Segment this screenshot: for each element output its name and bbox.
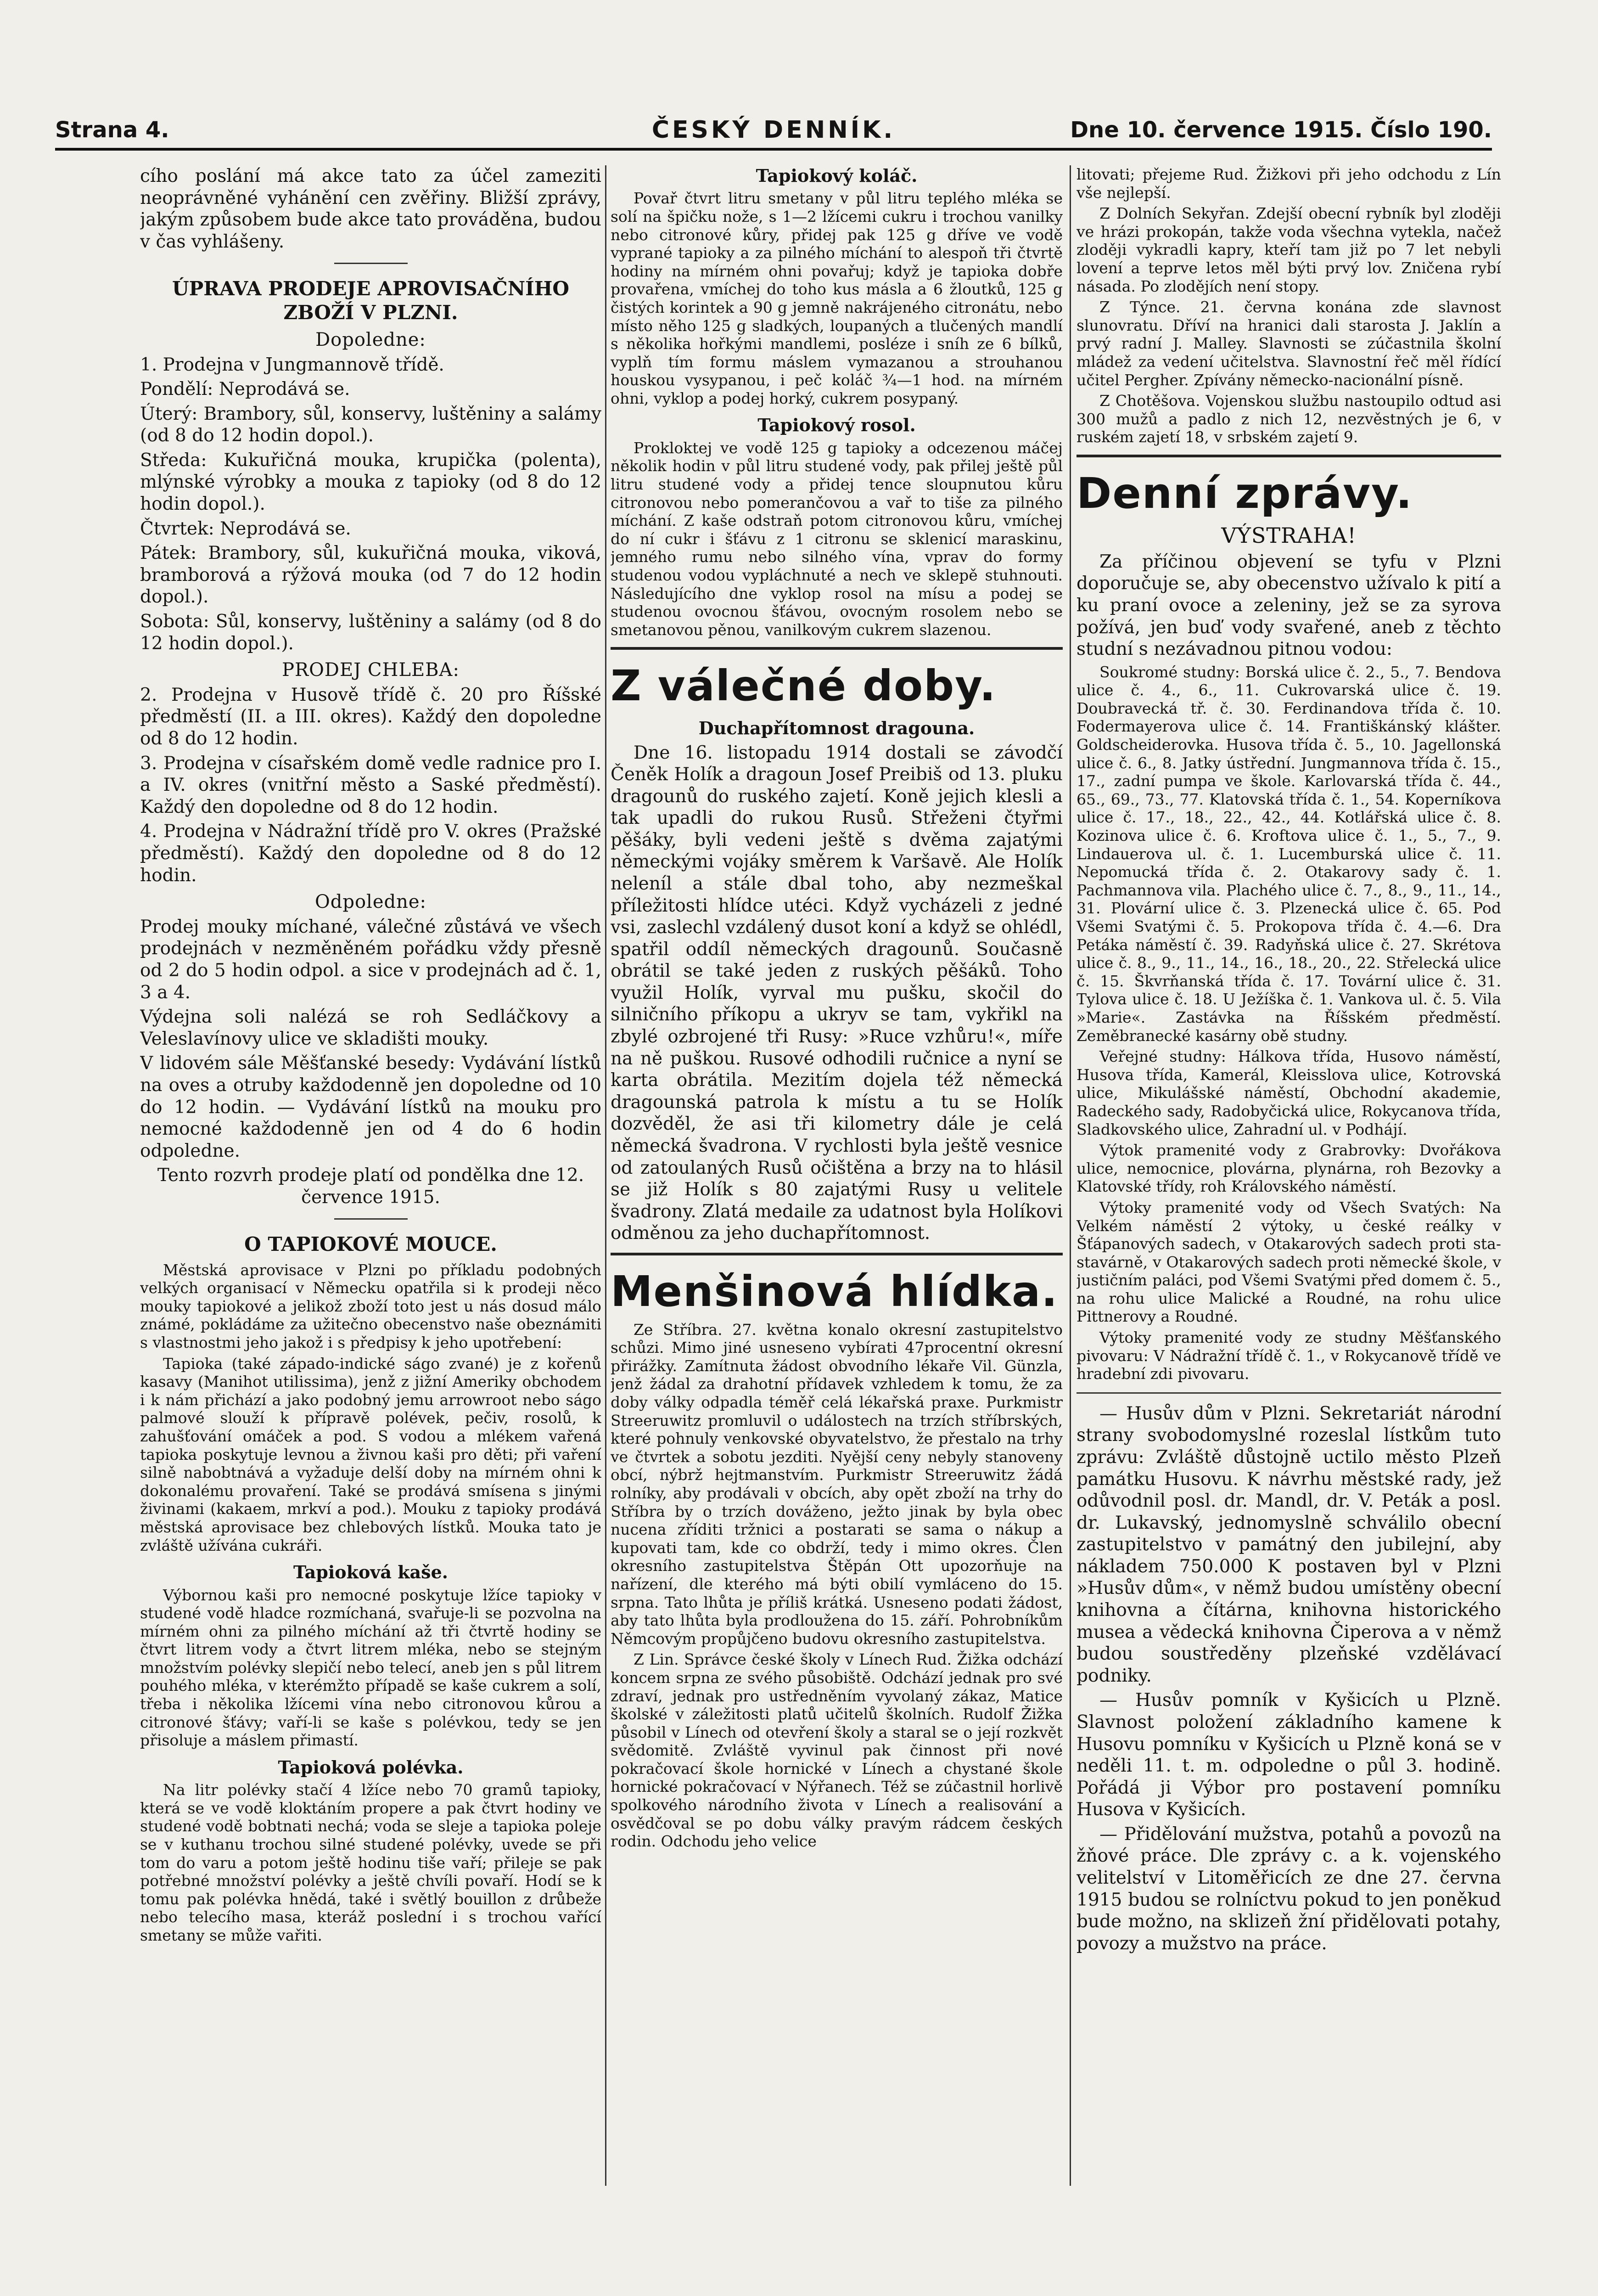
list-item: Výdejna soli nalézá se roh Sedláčkovy a Veleslavínovy ulice ve skladišti mouky.	[140, 1007, 601, 1049]
column-divider	[605, 165, 606, 2186]
paragraph: Povař čtvrt litru smetany v půl litru teplého mléka se solí na špičku nože, s 1—2 lžícemi cukru i trochou vanilky nebo citronové kůry, přidej pak 125 g dříve ve vodě vyprané tapioky a za pilného míchání to alespoň tři čtvrtě hodiny na mírném ohni povařuj; když je tapioka dobře provařena, vmíchej do toho kus másla a 6 žloutků, 125 g čistých korintek a 90 g jemně nakrájeného citronátu, nebo místo něho 125 g sladkých, loupaných a tlučených mandlí s několika hořkými mandlemi, posléze i sníh ze 6 bílků, vyplň tím formu máslem vymazanou a strouhanou houskou vysypanou, i peč koláč ¾—1 hod. na mírném ohni, vyklop a podej horký, cukrem posypaný.	[611, 189, 1063, 407]
header-rule	[55, 148, 1492, 151]
section-title: Z válečné doby.	[611, 661, 997, 711]
column-divider	[1070, 165, 1071, 2186]
list-item: Čtvrtek: Neprodává se.	[140, 518, 351, 539]
list-item: 2. Prodejna v Husově třídě č. 20 pro Říšské předměstí (II. a III. okres). Každý den dopoledne od 8 do 12 hodin.	[140, 684, 601, 749]
paragraph: — Husův dům v Plzni. Sekretariát národní strany svobodomyslné rozeslal lístkům tuto zprávu: Zvláště důstojně uctilo město Plzeň památku Husovu. K návrhu městské rady, jež odůvodnil posl. dr. Mandl, dr. V. Peták a posl. dr. Lukavský, jednomyslně schválilo obecní zastupitelstvo v památný den jubilejní, aby nákladem 750.000 K postaven byl v Plzni »Husův dům«, v němž budou umístěny obecní knihovna a čítárna, knihovna historického musea a vědecká knihovna Čiperova a v němž budou soustředěny plzeňské vzdělávací podniky.	[1077, 1403, 1501, 1686]
paragraph: Z Týnce. 21. června konána zde slavnost slunovratu. Dříví na hranici dali starosta J. Jaklín a prvý radní J. Malley. Slavnosti se zúčastnila školní mládež za vedení učitelstva. Slavnostní řeč měl řídící učitel Pergher. Zpívány německo-nacionální písně.	[1077, 298, 1501, 389]
column-3	[1077, 165, 1501, 2186]
paragraph: Z Lin. Správce české školy v Línech Rud. Žižka odchází koncem srpna ze svého působiště. Odchází jednak pro své zdraví, jednak pro ustředněním vyvolaný zákaz, Matice školské v záležitosti platů učitelů školních. Rudolf Žižka působil v Línech od otevření školy a staral se o její rozkvět svědomitě. Zvláště vyvinul pak činnost při nové pokračovací škole hornické v Línech a chystané škole hornické pokračovací v Nýřanech. Též se zúčastnil horlivě spolkového národního života v Línech a realisování a osvědčoval se po dobu války pravým rádcem českých rodin. Odchodu jeho velice	[611, 1650, 1063, 1851]
section-title: Denní zprávy.	[1077, 468, 1413, 518]
divider	[334, 1218, 408, 1220]
recipe-heading: Tapiokový rosol.	[757, 415, 916, 436]
list-item: Úterý: Brambory, sůl, konservy, luštěniny a salámy (od 8 do 12 hodin dopol.).	[140, 403, 601, 446]
recipe-heading: Tapiokový koláč.	[756, 165, 918, 186]
paragraph: Soukromé studny: Borská ulice č. 2., 5., 7. Bendova ulice č. 4., 6., 11. Cukrovarská ulice č. 19. Doubravecká tř. č. 30. Ferdinandova třída č. 10. Fodermayerova ulice č. 14. Františkánský klášter. Goldscheiderovka. Husova třída č. 5., 10. Jagellonská ulice č. 6., 8. Jatky ústřední. Jungmannova třída č. 15., 17., zadní pumpa ve škole. Karlovarská třída č. 44., 65., 69., 73., 77. Klatovská třída č. 1., 54. Koperníkova ulice č. 17., 18., 22., 42., 44. Kotlářská ulice č. 8. Kozinova ulice č. 6. Kroftova ulice č. 1., 5., 7., 9. Lindauerova ul. č. 1. Lucemburská ulice č. 11. Nepomucká třída č. 2. Otakarovy sady č. 1. Pachmannova vila. Plachého ulice č. 7., 8., 9., 11., 14., 31. Plovární ulice č. 3. Plzenecká ulice č. 65. Pod Všemi Svatými č. 5. Prokopova třída č. 4.—6. Dra Petáka náměstí č. 39. Radyňská ulice č. 27. Skrétova ulice č. 8., 9., 11., 14., 16., 18., 20., 22. Střelecká ulice č. 15. Škvrňanská třída č. 17. Tovární ulice č. 31. Tylova ulice č. 18. U Ježíška č. 1. Vankova ul. č. 5. Vila »Marie«. Zastávka na Říšském předměstí. Zeměbranecké kasárny obě studny.	[1077, 663, 1501, 1045]
section-subheading: PRODEJ CHLEBA:	[282, 659, 460, 681]
paragraph: Ze Stříbra. 27. května konalo okresní zastupitelstvo schůzi. Mimo jiné usneseno vybírati 47procentní okresní přirážky. Zamítnuta žádost obvodního lékaře Vil. Günzla, jenž žádal za drahotní přídavek vzhledem k tomu, že za doby války odpadla téměř celá lékařská praxe. Purkmistr Streeruwitz promluvil o událostech na trzích stříbrských, které pohnuly venkovské obyvatelstvo, že přestalo na trhy ve čtvrtek a sobotu jezditi. Nyější ceny nebyly stanoveny obcí, nýbrž hejtmanstvím. Purkmistr Streeruwitz žádá rolníky, aby prodávali v obcích, aby opět zboží na trhy do Stříbra by o trzích dováženo, ježto jinak by byla obec nucena zříditi tržnici a postarati se sama o nákup a kupovati tam, kde co obdrží, tedy i mimo okres. Člen okresního zastupitelstva Štěpán Ott upozorňuje na nařízení, dle kterého má býti obilí vymláceno do 15. srpna. Tato lhůta je příliš krátká. Usneseno podati žádost, aby tato lhůta byla prodloužena do 15. září. Pohrobníkům Němcovým propůjčeno budovu okresního zastupitelstva.	[611, 1320, 1063, 1648]
page-number: Strana 4.	[55, 117, 169, 143]
list-item: 1. Prodejna v Jungmannově třídě.	[140, 354, 444, 375]
page-header	[55, 114, 1492, 146]
list-item: Pondělí: Neprodává se.	[140, 379, 350, 400]
divider	[1077, 1392, 1501, 1394]
section-rule	[611, 1253, 1063, 1255]
paragraph: — Husův pomník v Kyšicích u Plzně. Slavnost položení základního kamene k Husovu pomníku v Kyšicích u Plzně koná se v neděli 11. t. m. odpoledne o půl 3. hodině. Pořádá ji Výbor pro postavení pomníku Husova v Kyšicích.	[1077, 1690, 1501, 1820]
recipe-heading: Tapioková polévka.	[278, 1756, 464, 1778]
warning-heading: VÝSTRAHA!	[1221, 523, 1357, 548]
section-title: Menšinová hlídka.	[611, 1266, 1059, 1316]
paragraph: Výtoky pramenité vody od Všech Svatých: Na Velkém náměstí 2 výtoky, u české reálky v Šťápanových sadech, v Otakarových sadech proti sta-stavárně, v Otakarových sadech proti německé škole, v justičním paláci, pod Všemi Svatými před domem č. 5., na rohu ulice Malické a Roudné, na rohu ulice Pittnerovy a Roudné.	[1077, 1198, 1501, 1326]
newspaper-title: ČESKÝ DENNÍK.	[651, 116, 896, 144]
list-item: 3. Prodejna v císařském domě vedle radnice pro I. a IV. okres (vnitřní město a Saské předměstí). Každý den dopoledne od 8 do 12 hodin.	[140, 753, 601, 817]
section-subheading: Dopoledne:	[315, 329, 426, 350]
paragraph: Výtok pramenité vody z Grabrovky: Dvořákova ulice, nemocnice, plovárna, plynárna, roh Bezovky a Klatovské třídy, roh Královského náměstí.	[1077, 1141, 1501, 1196]
section-subheading: Odpoledne:	[314, 891, 427, 913]
recipe-heading: Tapioková kaše.	[293, 1562, 448, 1583]
article-continuation: cího poslání má akce tato za účel zameziti neoprávněné vyhánění cen zvěřiny. Bližší zprávy, jakým způsobem bude akce tato prováděna, budou v čas vyhlášeny.	[140, 166, 601, 252]
list-item: Prodej mouky míchané, válečné zůstává ve všech prodejnách v nezměněném pořádku vždy přesně od 2 do 5 hodin odpol. a sice v prodejnách ad č. 1, 3 a 4.	[140, 916, 601, 1003]
paragraph: Výtoky pramenité vody ze studny Měšťanského pivovaru: V Nádražní třídě č. 1., v Rokycanově třídě ve hradební zdi pivovaru.	[1077, 1328, 1501, 1383]
paragraph: Z Chotěšova. Vojenskou službu nastoupilo odtud asi 300 mužů a padlo z nich 12, nezvěstných je 6, v ruském zajetí 18, v srbském zajetí 9.	[1077, 392, 1501, 446]
paragraph: — Přidělování mužstva, potahů a povozů na žňové práce. Dle zprávy c. a k. vojenského velitelství v Litoměřicích ze dne 27. června 1915 budou se rolníctvu pokud to jen poněkud bude možno, na sklizeň žní přidělovati potahy, povozy a mužstvo na práce.	[1077, 1823, 1501, 1954]
article-heading: Duchapřítomnost dragouna.	[698, 718, 975, 739]
list-item: Sobota: Sůl, konservy, luštěniny a salámy (od 8 do 12 hodin dopol.).	[140, 611, 601, 654]
paragraph: Výbornou kaši pro nemocné poskytuje lžíce tapioky v studené vodě hladce rozmíchaná, svařuje-li se pozvolna na mírném ohni za pilného míchání až tři čtvrtě hodiny se čtvrt litrem vody a čtvrt litrem mléka, nebo se stejným množstvím polévky slepičí nebo telecí, aneb jen s půl litrem pouhého mléka, v kterémžto případě se kaše cukrem a solí, třeba i několika lžícemi vína nebo citronovou kůrou a citronové šťávy; vaří-li se kaše s polévkou, tedy se jen přisoluje a máslem přimastí.	[140, 1586, 601, 1750]
list-item: Pátek: Brambory, sůl, kukuřičná mouka, viková, bramborová a rýžová mouka (od 7 do 12 hodin dopol.).	[140, 543, 601, 608]
list-item: 4. Prodejna v Nádražní třídě pro V. okres (Pražské předměstí). Každý den dopoledne od 8 do 12 hodin.	[140, 821, 601, 886]
column-1	[140, 165, 601, 2186]
issue-date-number: Dne 10. července 1915. Číslo 190.	[1070, 117, 1492, 143]
column-2	[611, 165, 1063, 2186]
paragraph: Veřejné studny: Hálkova třída, Husovo náměstí, Husova třída, Kamerál, Kleisslova ulice, Kotrovská ulice, Mikulášské náměstí, Obchodní akademie, Radeckého sady, Radobyčická ulice, Rokycanova třída, Sladkovského ulice, Zahradní ul. v Podhájí.	[1077, 1047, 1501, 1138]
divider	[334, 263, 408, 264]
list-item: Středa: Kukuřičná mouka, krupička (polenta), mlýnské výrobky a mouka z tapioky (od 8 do 12 hodin dopol.).	[140, 450, 601, 515]
paragraph: Z Dolních Sekyřan. Zdejší obecní rybník byl zloději ve hrázi prokopán, takže voda všechna vytekla, načež zloději vykradli kapry, kteří tam již po 7 let nebyli lovení a teprve letos měl býti prvý lov. Zničena rybí násada. Po zlodějích není stopy.	[1077, 204, 1501, 295]
paragraph: Tapioka (také západo-indické ságo zvané) je z kořenů kasavy (Manihot utilissima), jenž z jižní Ameriky obchodem i k nám přichází a jako podobný jemu arrowroot nebo ságo palmové slouží k přípravě polévek, pečiv, rosolů, k zahušťování omáček a pod. S vodou a mlékem vařená tapioka poskytuje levnou a živnou kaši pro děti; při vaření silně nabobtnává a vyžaduje delší doby na mírném ohni k dokonalému provaření. Také se prodává smísena s jinými živinami (kakaem, mrkví a pod.). Mouku z tapioky prodává městská aprovisace bez chlebových lístků. Mouka tato je zvláště užívána cukráři.	[140, 1354, 601, 1554]
paragraph: Dne 16. listopadu 1914 dostali se závodčí Čeněk Holík a dragoun Josef Preibiš od 13. pluku dragounů do ruského zajetí. Koně jejich klesli a tak upadli do rukou Rusů. Střeženi čtyřmi pěšáky, byli vedeni ještě s dvěma zajatými německými vojáky směrem k Varšavě. Ale Holík neleníl a stále dbal toho, aby nezmeškal příležitosti hlídce utéci. Když vycházeli z jedné vsi, zaslechl vzdálený dusot koní a když se ohlédl, spatřil oddíl německých dragounů. Současně obrátil se také jeden z ruských pěšáků. Toho využil Holík, vyrval mu pušku, skočil do silničního příkopu a ukryv se tam, vykřikl na zbylé ozbrojené tři Rusy: »Ruce vzhůru!«, míře na ně puškou. Rusové odhodili ručnice a nyní se karta obrátila. Mezitím dojela též německá dragounská patrola k místu a tu se Holík dozvěděl, že asi tři kilometry dále je celá německá švadrona. V rychlosti byla ještě vesnice od zatoulaných Rusů očištěna a brzy na to hlásil se již Holík s 80 zajatými Rusy u velitele švadrony. Zlatá medaile za udatnost byla Holíkovi odměnou za jeho duchapřítomnost.	[611, 742, 1063, 1244]
article-continuation: litovati; přejeme Rud. Žižkovi při jeho odchodu z Lín vše nejlepší.	[1077, 165, 1501, 202]
article-heading: ÚPRAVA PRODEJE APROVISAČNÍHO ZBOŽÍ V PLZNI.	[172, 277, 569, 324]
section-rule	[611, 647, 1063, 650]
list-item: V lidovém sále Měšťanské besedy: Vydávání lístků na oves a otruby každodenně jen dopoledne od 10 do 12 hodin. — Vydávání lístků na mouku pro nemocné každodenně jen od 4 do 6 hodin odpoledne.	[140, 1053, 601, 1161]
paragraph: Na litr polévky stačí 4 lžíce nebo 70 gramů tapioky, která se ve vodě kloktáním propere a pak čtvrt hodiny ve studené vodě bobtnati nechá; voda se sleje a tapioka poleje se v kuthanu trochou silné studené polévky, uvede se při tom do varu a potom ještě hodinu tiše vaří; přileje se pak potřebné množství polévky a ještě chvíli povaří. Hodí se k tomu pak polévka hnědá, také i světlý bouillon z drůbeže nebo telecího masa, kteráž poslední i s trochou vařící smetany se může vařiti.	[140, 1781, 601, 1944]
paragraph: Za příčinou objevení se tyfu v Plzni doporučuje se, aby obecenstvo užívalo k pití a ku praní ovoce a zeleniny, jež se za syrova požívá, jen buď vody svařené, aneb z těchto studní s nezávadnou pitnou vodou:	[1077, 551, 1501, 660]
paragraph: Prokloktej ve vodě 125 g tapioky a odcezenou máčej několik hodin v půl litru studené vody, pak přilej ještě půl litru studené vody a přidej tence sloupnutou kůru citronovou nebo pomerančovou a vař to tiše za pilného míchání. Z kaše odstraň potom citronovou kůru, vmíchej do ní cukr i šťávu z 1 citronu se sklenicí maraskinu, jemného rumu nebo silného vína, vprav do formy studenou vodou vypláchnuté a nech ve sklepě stuhnouti. Následujícího dne vyklop rosol na mísu a podej se studenou ovocnou šťávou, ovocným rosolem nebo se smetanovou pěnou, vanilkovým cukrem slazenou.	[611, 439, 1063, 639]
list-item: Tento rozvrh prodeje platí od pondělka dne 12. července 1915.	[157, 1165, 584, 1208]
section-rule	[1077, 455, 1501, 457]
article-heading: O TAPIOKOVÉ MOUCE.	[244, 1233, 497, 1256]
paragraph: Městská aprovisace v Plzni po příkladu podobných velkých organisací v Německu opatřila si k prodeji něco mouky tapiokové a jelikož zboží toto jest u nás dosud málo známé, pokládáme za užitečno obecenstvo naše obeznámiti s vlastnostmi jeho jakož i s předpisy k jeho upotřebení:	[140, 1261, 601, 1352]
